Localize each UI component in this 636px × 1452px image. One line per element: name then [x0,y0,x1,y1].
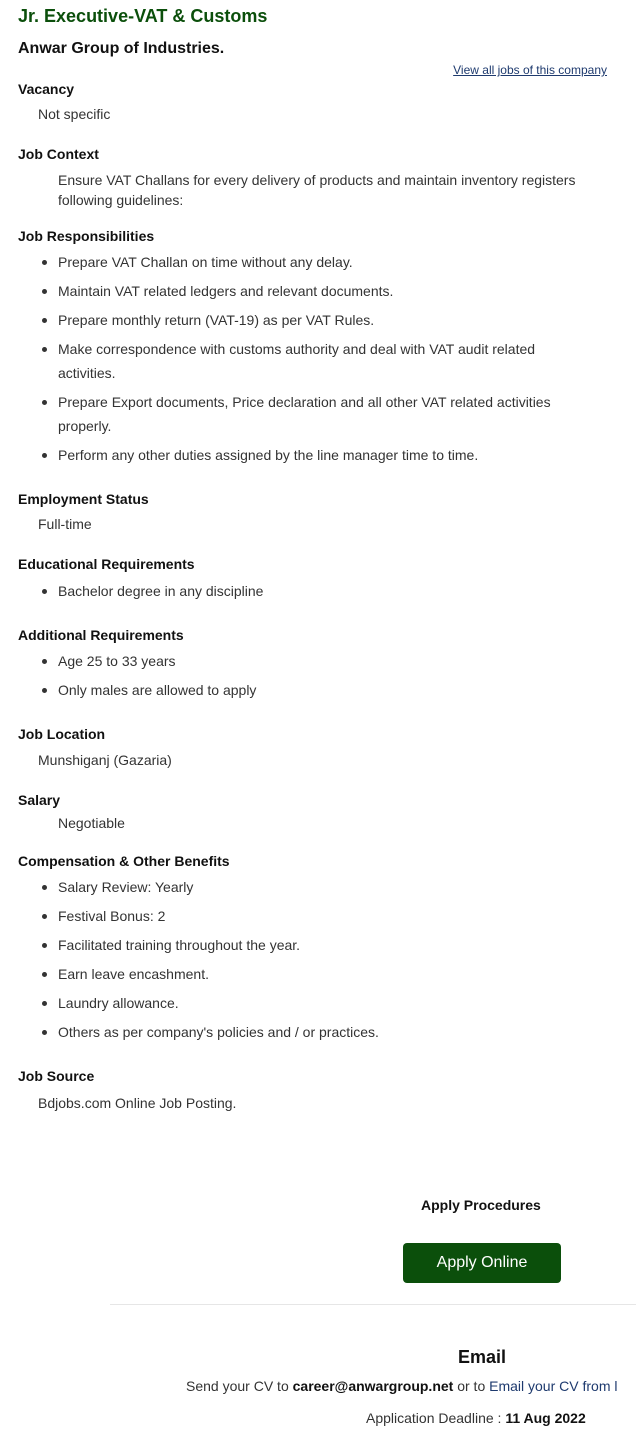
job-source-heading: Job Source [18,1068,95,1084]
job-location-value: Munshiganj (Gazaria) [38,752,172,768]
application-deadline [366,1410,586,1426]
job-title: Jr. Executive-VAT & Customs [18,6,268,26]
job-source-value: Bdjobs.com Online Job Posting. [38,1095,237,1111]
deadline-label: Application Deadline : [366,1410,502,1426]
responsibilities-list [0,250,600,472]
view-all-jobs-link[interactable]: View all jobs of this company [453,63,607,77]
list-item: Bachelor degree in any discipline [0,579,600,603]
vacancy-heading: Vacancy [18,81,75,97]
vacancy-value: Not specific [38,106,111,122]
list-item: Maintain VAT related ledgers and relevant documents. [0,279,600,303]
additional-list [0,649,600,707]
company-name: Anwar Group of Industries. [18,40,225,57]
educational-requirements-heading: Educational Requirements [18,556,195,572]
list-item: Prepare VAT Challan on time without any delay. [0,250,600,274]
education-list [0,579,600,608]
benefits-list [0,875,600,1049]
compensation-heading: Compensation & Other Benefits [18,853,230,869]
apply-procedures-heading: Apply Procedures [421,1197,541,1213]
salary-heading: Salary [18,792,61,808]
job-responsibilities-heading: Job Responsibilities [18,228,155,244]
list-item: Prepare monthly return (VAT-19) as per VAT Rules. [0,308,600,332]
list-item: Age 25 to 33 years [0,649,600,673]
additional-requirements-heading: Additional Requirements [18,627,184,643]
job-location-heading: Job Location [18,726,106,742]
divider [110,1304,636,1305]
send-cv-text [186,1378,617,1394]
list-item: Prepare Export documents, Price declaration and all other VAT related activities properly. [0,390,588,438]
list-item: Perform any other duties assigned by the line manager time to time. [0,443,600,467]
list-item: Others as per company's policies and / or practices. [0,1020,600,1044]
employment-status-value: Full-time [38,516,92,532]
send-cv-prefix: Send your CV to [186,1378,289,1394]
salary-value: Negotiable [58,815,125,831]
career-email-address: career@anwargroup.net [292,1378,454,1394]
list-item: Earn leave encashment. [0,962,600,986]
list-item: Facilitated training throughout the year. [0,933,600,957]
email-heading: Email [458,1347,507,1367]
employment-status-heading: Employment Status [18,491,149,507]
list-item: Salary Review: Yearly [0,875,600,899]
apply-online-button[interactable]: Apply Online [403,1243,561,1283]
list-item: Laundry allowance. [0,991,600,1015]
list-item: Make correspondence with customs authority and deal with VAT audit related activities. [0,337,588,385]
list-item: Only males are allowed to apply [0,678,600,702]
send-cv-middle: or to [457,1378,486,1394]
job-context-text: Ensure VAT Challans for every delivery of products and maintain inventory registers following guidelines: [58,172,576,208]
email-cv-link[interactable]: Email your CV from l [489,1378,618,1394]
deadline-date: 11 Aug 2022 [505,1410,586,1426]
job-context-heading: Job Context [18,146,99,162]
list-item: Festival Bonus: 2 [0,904,600,928]
